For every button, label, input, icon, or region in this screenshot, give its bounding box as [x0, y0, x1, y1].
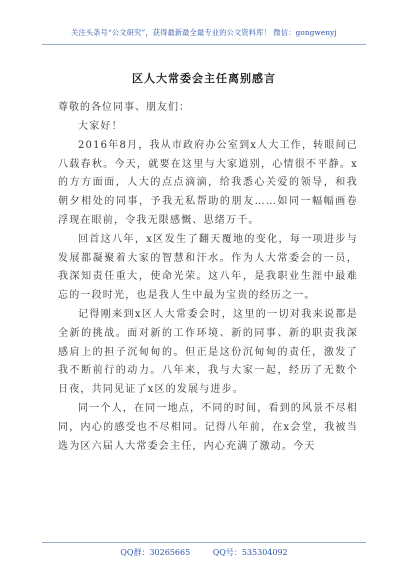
footer-qq: QQ号：535304092 [212, 548, 288, 557]
salutation: 尊敬的各位同事、朋友们： [58, 102, 190, 113]
paragraph: 记得刚来到x区人大常委会时，这里的一切对我来说都是全新的挑战。面对新的工作环境、新的同事、新的职责我深感肩上的担子沉甸甸的。但正是这份沉甸甸的责任，激发了我不断前行的动力。八年来，我与大家一起，经历了无数个日夜，共同见证了x区的发展与进步。 [58, 308, 358, 396]
header-divider [42, 44, 366, 45]
paragraph-greeting: 大家好！ [78, 121, 123, 132]
footer-divider [42, 542, 366, 543]
footer [0, 547, 408, 558]
footer-qq-group: QQ群：30265665 [120, 548, 191, 557]
paragraph: 回首这八年，x区发生了翻天覆地的变化，每一项进步与发展都凝聚着大家的智慧和汗水。作为人大常委会的一员，我深知责任重大，使命光荣。这八年，是我职业生涯中最难忘的一段时光，也是我人生中最为宝贵的经历之一。 [58, 233, 358, 302]
document-title: 区人大常委会主任离别感言 [132, 72, 276, 85]
header-note: 关注头条号“公文研究”，获得最新最全最专业的公文资料库！ 微信：gongwenyj [71, 28, 337, 37]
paragraph: 2016年8月，我从市政府办公室到x人大工作，转眼间已八载春秋。今天，就要在这里与大家道别，心情很不平静。x的方方面面，人大的点点滴滴，给我悉心关爱的领导，和我朝夕相处的同事，予我无私帮助的朋友……如同一幅幅画卷浮现在眼前，令我无限感慨、思绪万千。 [58, 139, 358, 226]
paragraph: 同一个人，在同一地点，不同的时间，看到的风景不尽相同，内心的感受也不尽相同。记得八年前，在x会堂，我被当选为区六届人大常委会主任，内心充满了激动。今天 [58, 402, 358, 452]
document-body [58, 118, 358, 456]
